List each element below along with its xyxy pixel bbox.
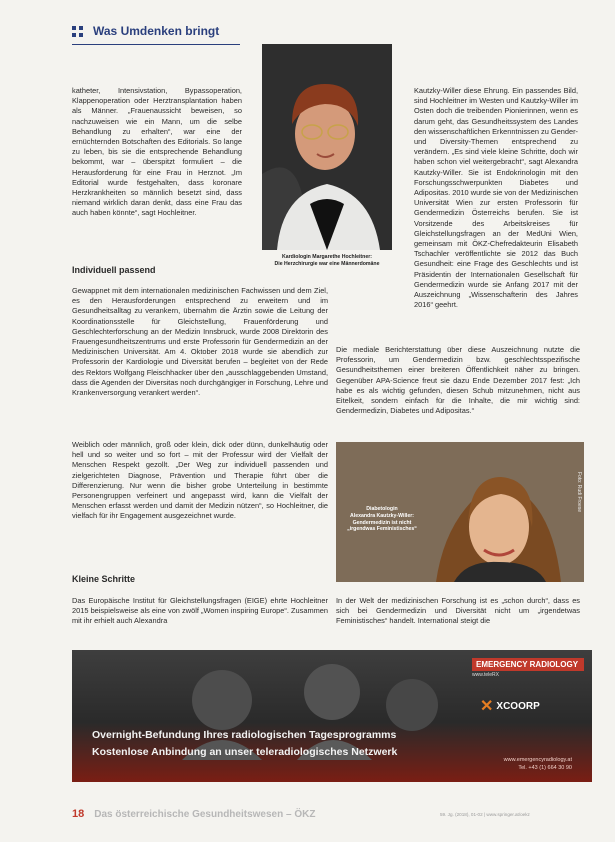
ad-tagline-2: Kostenlose Anbindung an unser teleradiologisches Netzwerk xyxy=(92,746,398,758)
photo-caption-2 xyxy=(336,506,428,533)
publication-name: Das österreichische Gesundheitswesen – ÖKZ xyxy=(94,809,316,820)
portrait-photo-kautzky-willer xyxy=(336,442,584,582)
section-header xyxy=(72,24,219,38)
caption-2-line-4: „irgendwas Feministisches“ xyxy=(347,526,417,533)
page-footer xyxy=(72,808,315,820)
caption-1-line-2: Die Herzchirurgie war eine Männerdomäne xyxy=(274,260,380,267)
left-paragraph-4: Das Europäische Institut für Gleichstellungsfragen (EIGE) ehrte Hochleitner 2015 beispielsweise als eine von zwölf „Women inspiring Europe“. Zusammen mit ihr erhielt auch Alexandra xyxy=(72,596,328,626)
caption-2-line-2: Alexandra Kautzky-Willer: xyxy=(350,512,414,519)
ad-contact xyxy=(504,756,572,772)
caption-2-line-1: Diabetologin xyxy=(366,506,398,512)
right-paragraph-3: In der Welt der medizinischen Forschung ist es „schon durch“, dass es sich bei Gendermedizin und Diversität nicht um „irgendetwas Feministisches“ handelt. International steigt die xyxy=(336,596,580,626)
subheading-kleine-schritte: Kleine Schritte xyxy=(72,574,136,584)
portrait-illustration-1 xyxy=(262,44,392,250)
photo-caption-1 xyxy=(262,254,392,268)
caption-2-line-3: Gendermedizin ist nicht xyxy=(352,519,412,526)
page-number: 18 xyxy=(72,808,85,820)
section-title: Was Umdenken bringt xyxy=(93,24,220,38)
ad-contact-url[interactable]: www.emergencyradiology.at xyxy=(503,757,572,763)
portrait-photo-hochleitner xyxy=(262,44,392,250)
left-paragraph-3: Weiblich oder männlich, groß oder klein, dick oder dünn, dunkelhäutig oder hell und so weiter und so fort – mit der Professur wird der Vielfalt der Menschen Respekt gezollt. „Der Weg zur individuell passenden und zielgerichteten Diagnose, Prävention und Therapie führt über die Differenzierung. Nur wenn die bisher grobe Unterteilung in bestimmte Personengruppen verfeinert und angepasst wird, kann die Vielfalt der Menschen erfasst werden und damit der Medizin nützen“, so Hochleitner, die vielfach für ihr Engagement ausgezeichnet wurde. xyxy=(72,440,328,521)
right-paragraph-1a: Kautzky-Willer diese Ehrung. Ein passendes Bild, sind Hochleitner im Westen und Kautzky-Willer im Osten doch die treibenden Pionierinnen, wenn es darum geht, das Gesundheitssystem des Landes den wissenschaftlichen Erkenntnissen zu Gender- und Diversity-Themen entsprechend zu verändern. „Es sind viele kleine Schritte, doch wir haben schon viel weitergebracht“, sagt Alexandra Kautzky-Willer. Sie ist Endokrinologin mit den Forschungsschwerpunkten Diabetes und Adipositas. 2010 wurde sie von der Medizinischen Universität Wien zur ersten Professorin für Gendermedizin Österreichs berufen. Sie ist Vorsitzende des Arbeitskreises für Gleichstellungsfragen an der MedUni Wien, gemeinsam mit ÖKZ-Chefredakteurin Elisabeth Tschachler veröffentlichte sie 2012 das Buch Gesundheit: eine Frage des Geschlechts und ist Präsidentin der Internationalen Gesellschaft für Gendermedizin wurde sie Anfang 2017 mit der Auszeichnung „Wissenschafterin des Jahres 2016“ geehrt. xyxy=(414,86,578,310)
left-paragraph-1: katheter, Intensivstation, Bypassoperation, Klappenoperation oder Herztransplantation haben als Männer. „Frauenaussicht beweisen, so nachzuweisen wie ein Mann, um die selbe Behandlung zu erhalten“, war eine der ernüchternden Botschaften des Editorials. So lange zu leben, bis sie die entsprechende Behandlung bekommt, war – überspitzt formuliert – die Herausforderung für eine Frau in Herznot. „Im Editorial wurde festgehalten, dass koronare Herzkrankheiten so männlich besetzt sind, dass niemand wirklich daran denkt, dass eine Frau das auch haben könnte“, sagt Hochleitner. xyxy=(72,86,242,218)
photo-credit: Foto: Rudi Froese xyxy=(576,472,582,513)
section-squares-icon xyxy=(72,26,83,37)
xcoorp-wordmark: XCOORP xyxy=(496,700,540,712)
ad-contact-phone: Tel. +43 (1) 664 30 90 xyxy=(518,765,572,771)
header-rule xyxy=(72,44,240,45)
left-paragraph-2: Gewappnet mit dem internationalen medizinischen Fachwissen und dem Ziel, es den Herausforderungen entsprechend zu erweitern und im Gesundheitsalltag zu verankern, übernahm die Ärztin sowie die Leitung der Koordinationsstelle für Gleichstellung, Frauenförderung und Geschlechterforschung an der Medizin Innsbruck, wurde 2008 Direktorin des Frauengesundheitszentrums und erste Professorin für Gendermedizin an der Medizinischen Universität. Am 4. Oktober 2018 wurde sie abendlich zur Professorin der Kardiologie und Diversität berufen – begleitet von der Rede des Rektors Wolfgang Fleischhacker über den „ausschlaggebenden Umstand, dass die Agenden der Diversitas noch durchgängiger in Forschung, Lehre und Krankenversorgung verankert werden“. xyxy=(72,286,328,398)
ad-tagline-1: Overnight-Befundung Ihres radiologischen Tagesprogramms xyxy=(92,729,397,741)
emergency-radiology-wordmark: EMERGENCY RADIOLOGY xyxy=(472,658,584,671)
advertisement-banner[interactable] xyxy=(72,650,592,782)
right-paragraph-2: Die mediale Berichterstattung über diese Auszeichnung nutzte die Professorin, um Gendermedizin bzw. geschlechtsspezifische Gesundheitsthemen einer breiteren Öffentlichkeit näher zu bringen. Gegenüber APA-Science freut sie dazu Ende Dezember 2017 fest: „Ich habe es als wichtig gefunden, diesen Schub mitzunehmen, nicht aus Eitelkeit, sondern einfach für die Inhalte, die mir wichtig sind: Gendermedizin, Diabetes und Adipositas.“ xyxy=(336,345,580,416)
emergency-radiology-sub: www.teleRX xyxy=(472,672,499,678)
caption-1-line-1: Kardiologin Margarethe Hochleitner: xyxy=(282,254,372,260)
emergency-radiology-logo xyxy=(472,658,584,688)
subheading-individuell: Individuell passend xyxy=(72,265,156,275)
xcoorp-x-icon: ✕ xyxy=(480,698,494,715)
xcoorp-logo xyxy=(480,696,540,716)
issue-info: 59. Jg. (2018), 01-02 | www.springer.at/oekz xyxy=(440,812,530,817)
